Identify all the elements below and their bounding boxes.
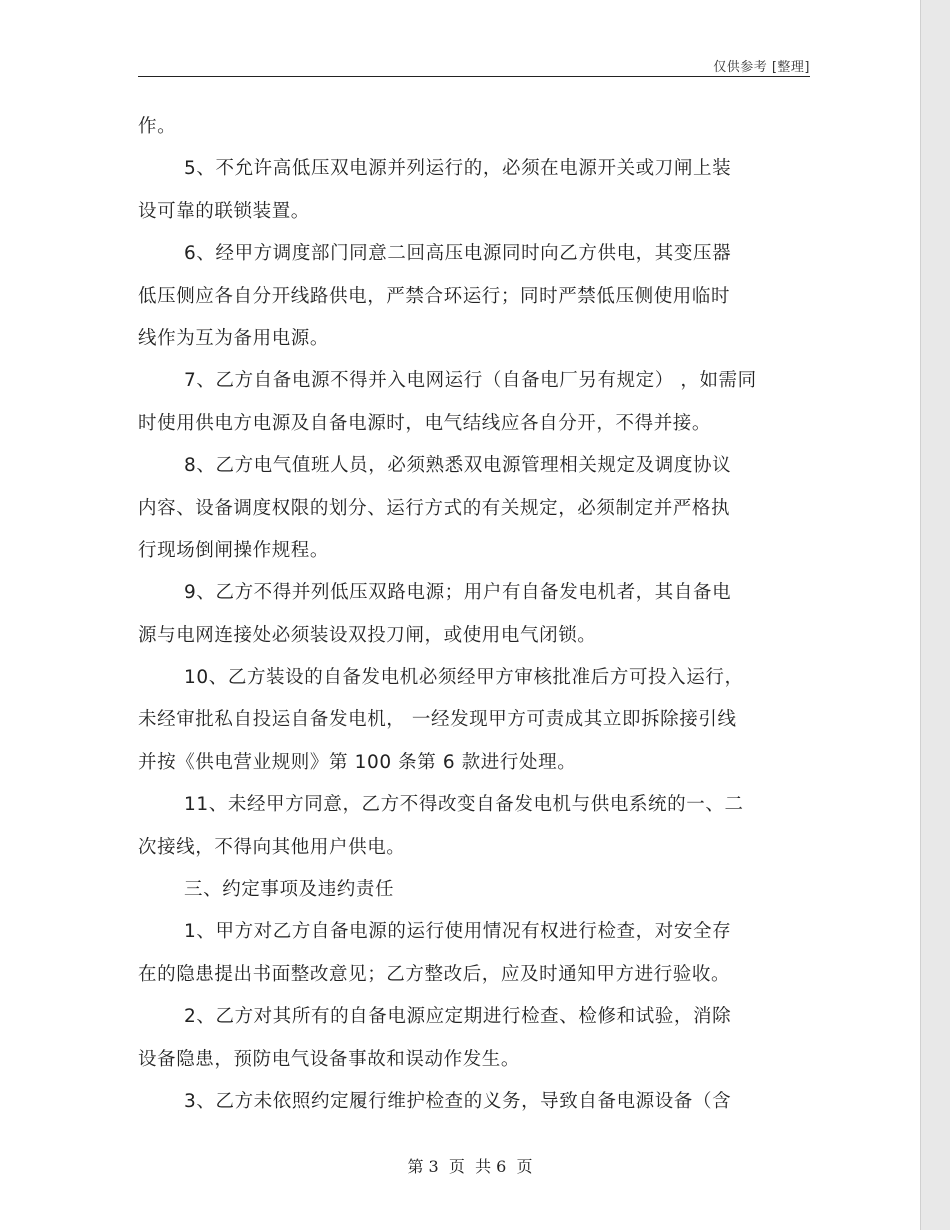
text-line: 线作为互为备用电源。 [138, 327, 330, 349]
text-line: 7、乙方自备电源不得并入电网运行（自备电厂另有规定） ，如需同 [184, 370, 757, 392]
text-line: 5、不允许高低压双电源并列运行的，必须在电源开关或刀闸上装 [184, 158, 732, 180]
text-line: 行现场倒闸操作规程。 [138, 539, 330, 561]
text-line: 次接线，不得向其他用户供电。 [138, 836, 406, 858]
section-heading: 三、约定事项及违约责任 [184, 879, 395, 901]
text-line: 内容、设备调度权限的划分、运行方式的有关规定，必须制定并严格执 [138, 497, 731, 519]
header-text: 仅供参考 [整理] [713, 60, 810, 75]
text-line: 未经审批私自投运自备发电机， 一经发现甲方可责成其立即拆除接引线 [138, 709, 737, 731]
text-line: 作。 [138, 116, 177, 137]
text-line: 8、乙方电气值班人员，必须熟悉双电源管理相关规定及调度协议 [184, 455, 732, 477]
text-line: 并按《供电营业规则》第 100 条第 6 款进行处理。 [138, 751, 577, 773]
text-line: 11、未经甲方同意，乙方不得改变自备发电机与供电系统的一、二 [184, 794, 744, 816]
document-body [138, 106, 818, 1123]
text-line: 时使用供电方电源及自备电源时，电气结线应各自分开，不得并接。 [138, 412, 712, 434]
text-line: 源与电网连接处必须装设双投刀闸，或使用电气闭锁。 [138, 624, 597, 646]
text-line: 设可靠的联锁装置。 [138, 200, 310, 222]
text-line: 设备隐患，预防电气设备事故和误动作发生。 [138, 1048, 521, 1070]
text-line: 在的隐患提出书面整改意见；乙方整改后，应及时通知甲方进行验收。 [138, 963, 731, 985]
text-line: 1、甲方对乙方自备电源的运行使用情况有权进行检查，对安全存 [184, 921, 732, 943]
text-line: 6、经甲方调度部门同意二回高压电源同时向乙方供电，其变压器 [184, 243, 732, 265]
text-line: 9、乙方不得并列低压双路电源；用户有自备发电机者，其自备电 [184, 582, 732, 604]
text-line: 低压侧应各自分开线路供电，严禁合环运行；同时严禁低压侧使用临时 [138, 285, 731, 307]
header-rule [138, 76, 810, 77]
text-line: 3、乙方未依照约定履行维护检查的义务，导致自备电源设备（含 [184, 1090, 732, 1112]
text-line: 10、乙方装设的自备发电机必须经甲方审核批准后方可投入运行， [184, 667, 744, 689]
page-number: 第 3 页 共 6 页 [407, 1157, 533, 1176]
text-line: 2、乙方对其所有的自备电源应定期进行检查、检修和试验，消除 [184, 1006, 732, 1028]
